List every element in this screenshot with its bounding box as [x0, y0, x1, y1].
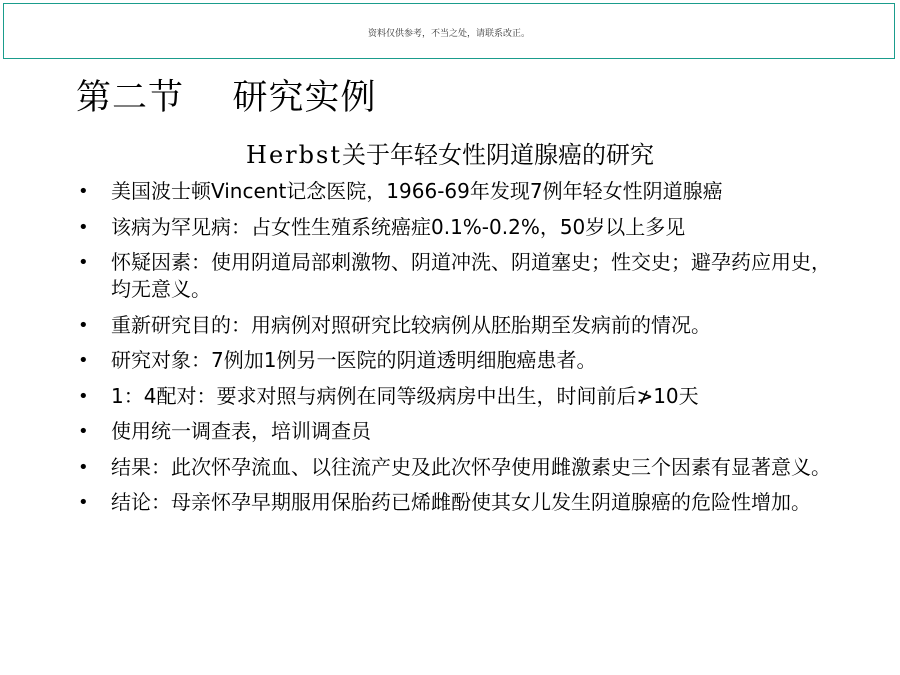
bullet-text: 使用统一调查表，培训调查员	[111, 419, 371, 443]
bullet-item	[78, 347, 848, 374]
bullet-text: 重新研究目的：用病例对照研究比较病例从胚胎期至发病前的情况。	[111, 312, 711, 337]
notice-text: 资料仅供参考，不当之处，请联系改正。	[367, 29, 530, 39]
bullet-dot-icon: •	[78, 181, 89, 202]
bullet-dot-icon: •	[78, 350, 89, 371]
bullet-text: 结论：母亲怀孕早期服用保胎药已烯雌酚使其女儿发生阴道腺癌的危险性增加。	[111, 490, 811, 514]
bullet-text: 1：4配对：要求对照与病例在同等级病房中出生，时间前后≯10天	[111, 383, 699, 408]
bullet-text: 怀疑因素：使用阴道局部刺激物、阴道冲洗、阴道塞史；性交史；避孕药应用史，均无意义。	[111, 250, 831, 301]
bullet-dot-icon: •	[78, 492, 89, 513]
bullet-dot-icon: •	[78, 385, 89, 407]
bullet-text: 该病为罕见病：占女性生殖系统癌症0.1%-0.2%，50岁以上多见	[111, 214, 686, 239]
bullet-dot-icon: •	[78, 456, 89, 478]
bullet-item	[78, 249, 848, 303]
bullet-item	[78, 383, 848, 410]
bullet-text: 美国波士顿Vincent记念医院，1966-69年发现7例年轻女性阴道腺癌	[111, 179, 723, 203]
slide-subtitle	[0, 139, 900, 171]
bullet-list	[78, 178, 848, 525]
subtitle-author: Herbst	[246, 141, 342, 169]
bullet-item	[78, 454, 848, 481]
bullet-text: 研究对象：7例加1例另一医院的阴道透明细胞癌患者。	[111, 348, 597, 372]
bullet-dot-icon: •	[78, 421, 89, 442]
bullet-item	[78, 312, 848, 339]
notice-banner	[3, 3, 895, 59]
bullet-dot-icon: •	[78, 252, 89, 273]
slide-title: 第二节 研究实例	[76, 78, 377, 118]
bullet-item	[78, 214, 848, 241]
bullet-item	[78, 418, 848, 445]
bullet-text: 结果：此次怀孕流血、以往流产史及此次怀孕使用雌激素史三个因素有显著意义。	[111, 454, 831, 479]
subtitle-topic: 关于年轻女性阴道腺癌的研究	[341, 141, 654, 169]
bullet-item	[78, 178, 848, 205]
bullet-item	[78, 489, 848, 516]
bullet-dot-icon: •	[78, 314, 89, 336]
bullet-dot-icon: •	[78, 216, 89, 238]
